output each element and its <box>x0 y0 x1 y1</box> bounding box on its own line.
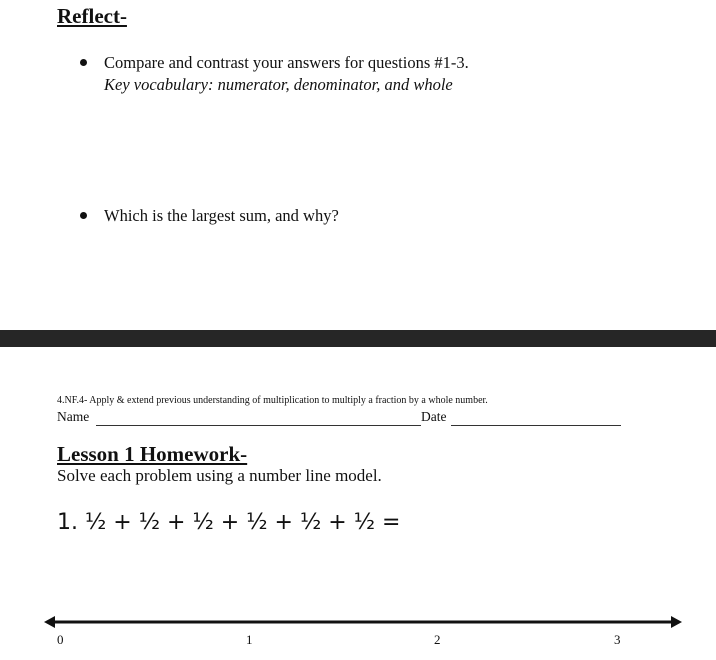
homework-title: Lesson 1 Homework- <box>57 442 248 466</box>
reflect-heading: Reflect- <box>57 4 127 28</box>
name-label: Name <box>57 409 90 424</box>
reflect-question-2: Which is the largest sum, and why? <box>104 206 339 225</box>
problem-1: 1. ½ + ½ + ½ + ½ + ½ + ½ = <box>57 510 401 535</box>
question-text: Compare and contrast your answers for questions #1-3. <box>104 53 469 72</box>
name-field[interactable] <box>96 410 421 426</box>
standard-text: 4.NF.4- Apply & extend previous understanding of multiplication to multiply a fraction by a whole number. <box>57 395 488 406</box>
left-arrow-icon <box>44 616 55 628</box>
date-label: Date <box>421 409 447 424</box>
key-vocabulary: Key vocabulary: numerator, denominator, and whole <box>104 75 453 94</box>
right-arrow-icon <box>671 616 682 628</box>
tick-label-0: 0 <box>57 632 64 647</box>
tick-label-1: 1 <box>246 632 253 647</box>
bullet-icon <box>80 212 87 219</box>
tick-label-3: 3 <box>614 632 621 647</box>
instructions: Solve each problem using a number line model. <box>57 466 382 485</box>
date-field[interactable] <box>451 410 621 426</box>
reflect-question-1 <box>104 52 469 96</box>
tick-label-2: 2 <box>434 632 441 647</box>
number-line <box>0 610 716 635</box>
bullet-icon <box>80 59 87 66</box>
page-divider <box>0 330 716 347</box>
